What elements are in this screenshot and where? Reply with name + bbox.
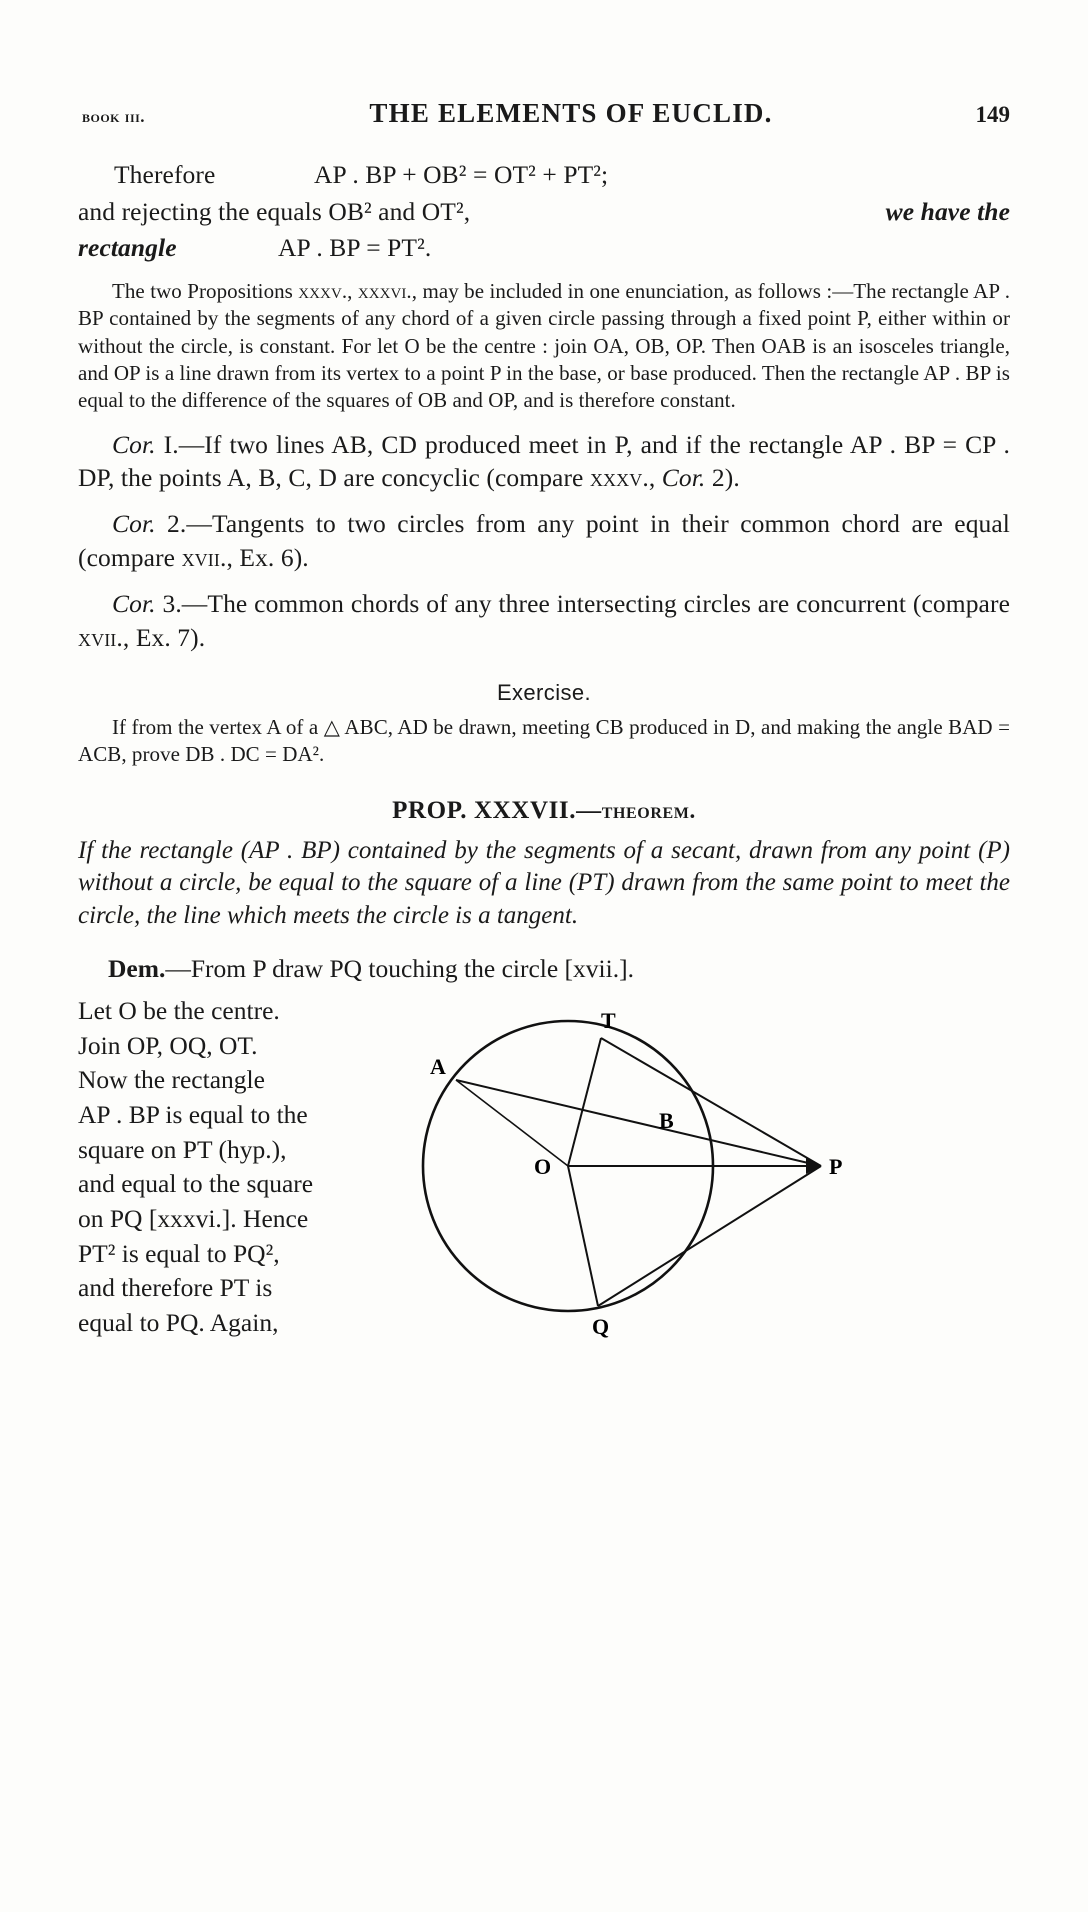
side-line-3: AP . BP is equal to the xyxy=(78,1100,308,1130)
therefore-label: Therefore xyxy=(114,160,216,189)
therefore-equation: AP . BP + OB² = OT² + PT²; xyxy=(314,160,609,189)
label-T: T xyxy=(601,1008,616,1034)
line-OT xyxy=(568,1038,601,1166)
reject-line-2 xyxy=(78,231,1010,264)
book-label: book iii. xyxy=(82,107,146,126)
proposition-heading xyxy=(78,797,1010,825)
side-line-4: square on PT (hyp.), xyxy=(78,1134,287,1164)
label-P: P xyxy=(829,1154,843,1180)
dem-label: Dem. xyxy=(108,954,166,984)
label-B: B xyxy=(659,1108,674,1134)
euclid-figure xyxy=(408,994,1008,1364)
side-line-1: Join OP, OQ, OT. xyxy=(78,1030,258,1060)
therefore-line xyxy=(78,158,1010,191)
theorem-label: theorem. xyxy=(601,797,696,823)
running-head xyxy=(78,98,1010,134)
label-A: A xyxy=(430,1054,446,1080)
reject-text: and rejecting the equals OB² and OT², xyxy=(78,197,471,227)
rectangle-equation: AP . BP = PT². xyxy=(278,232,432,262)
side-line-2: Now the rectangle xyxy=(78,1065,265,1095)
corollary-3: Cor. 3.—The common chords of any three intersecting circles are concurrent (compare xvii., Ex. 7). xyxy=(78,589,1010,652)
side-line-9: equal to PQ. Again, xyxy=(78,1308,279,1338)
corollary-1: Cor. I.—If two lines AB, CD produced meet in P, and if the rectangle AP . BP = CP . DP, the points A, B, C, D are concyclic (compare xxxv., Cor. 2). xyxy=(78,429,1010,493)
rectangle-label: rectangle xyxy=(78,232,177,262)
figure-section xyxy=(78,994,1010,1374)
exercise-text: If from the vertex A of a △ ABC, AD be drawn, meeting CB produced in D, and making the angle BAD = ACB, prove DB . DC = DA². xyxy=(78,715,1010,767)
corollary-2: Cor. 2.—Tangents to two circles from any point in their common chord are equal (compare xvii., Ex. 6). xyxy=(78,509,1010,572)
explanatory-paragraph: The two Propositions xxxv., xxxvi., may be included in one enunciation, as follows :—The rectangle AP . BP contained by the segments of any chord of a given circle passing through a fixed point P, either within or without the circle, is constant. For let O be the centre : join OA, OB, OP. Then OAB is an isosceles triangle, and OP is a line drawn from its vertex to a point P in the base, or base produced. Then the rectangle AP . BP is equal to the difference of the squares of OB and OP, and is therefore constant. xyxy=(78,279,1010,413)
figure-svg xyxy=(408,994,1008,1364)
dem-text: —From P draw PQ touching the circle [xvii.]. xyxy=(165,954,634,984)
side-line-0: Let O be the centre. xyxy=(78,996,280,1026)
side-line-8: and therefore PT is xyxy=(78,1273,273,1303)
proposition-statement: If the rectangle (AP . BP) contained by the segments of a secant, drawn from any point (P) without a circle, be equal to the square of a line (PT) drawn from the same point to meet the circle, the line which meets the circle is a tangent. xyxy=(78,836,1010,929)
figure-side-text xyxy=(78,994,408,1341)
page-number: 149 xyxy=(975,102,1010,127)
page-title: THE ELEMENTS OF EUCLID. xyxy=(369,98,773,128)
label-Q: Q xyxy=(592,1314,610,1340)
side-line-6: on PQ [xxxvi.]. Hence xyxy=(78,1204,309,1234)
exercise-heading: Exercise. xyxy=(496,680,592,705)
reject-line-1 xyxy=(78,195,1010,228)
reject-emphasis: we have the xyxy=(885,197,1010,227)
side-line-7: PT² is equal to PQ², xyxy=(78,1238,280,1268)
side-line-5: and equal to the square xyxy=(78,1169,314,1199)
line-OQ xyxy=(568,1166,598,1306)
proposition-number: PROP. XXXVII.— xyxy=(392,796,602,824)
line-PQ xyxy=(598,1166,821,1306)
page-content xyxy=(78,60,1010,1850)
demonstration-line xyxy=(78,954,1010,984)
label-O: O xyxy=(534,1154,552,1180)
